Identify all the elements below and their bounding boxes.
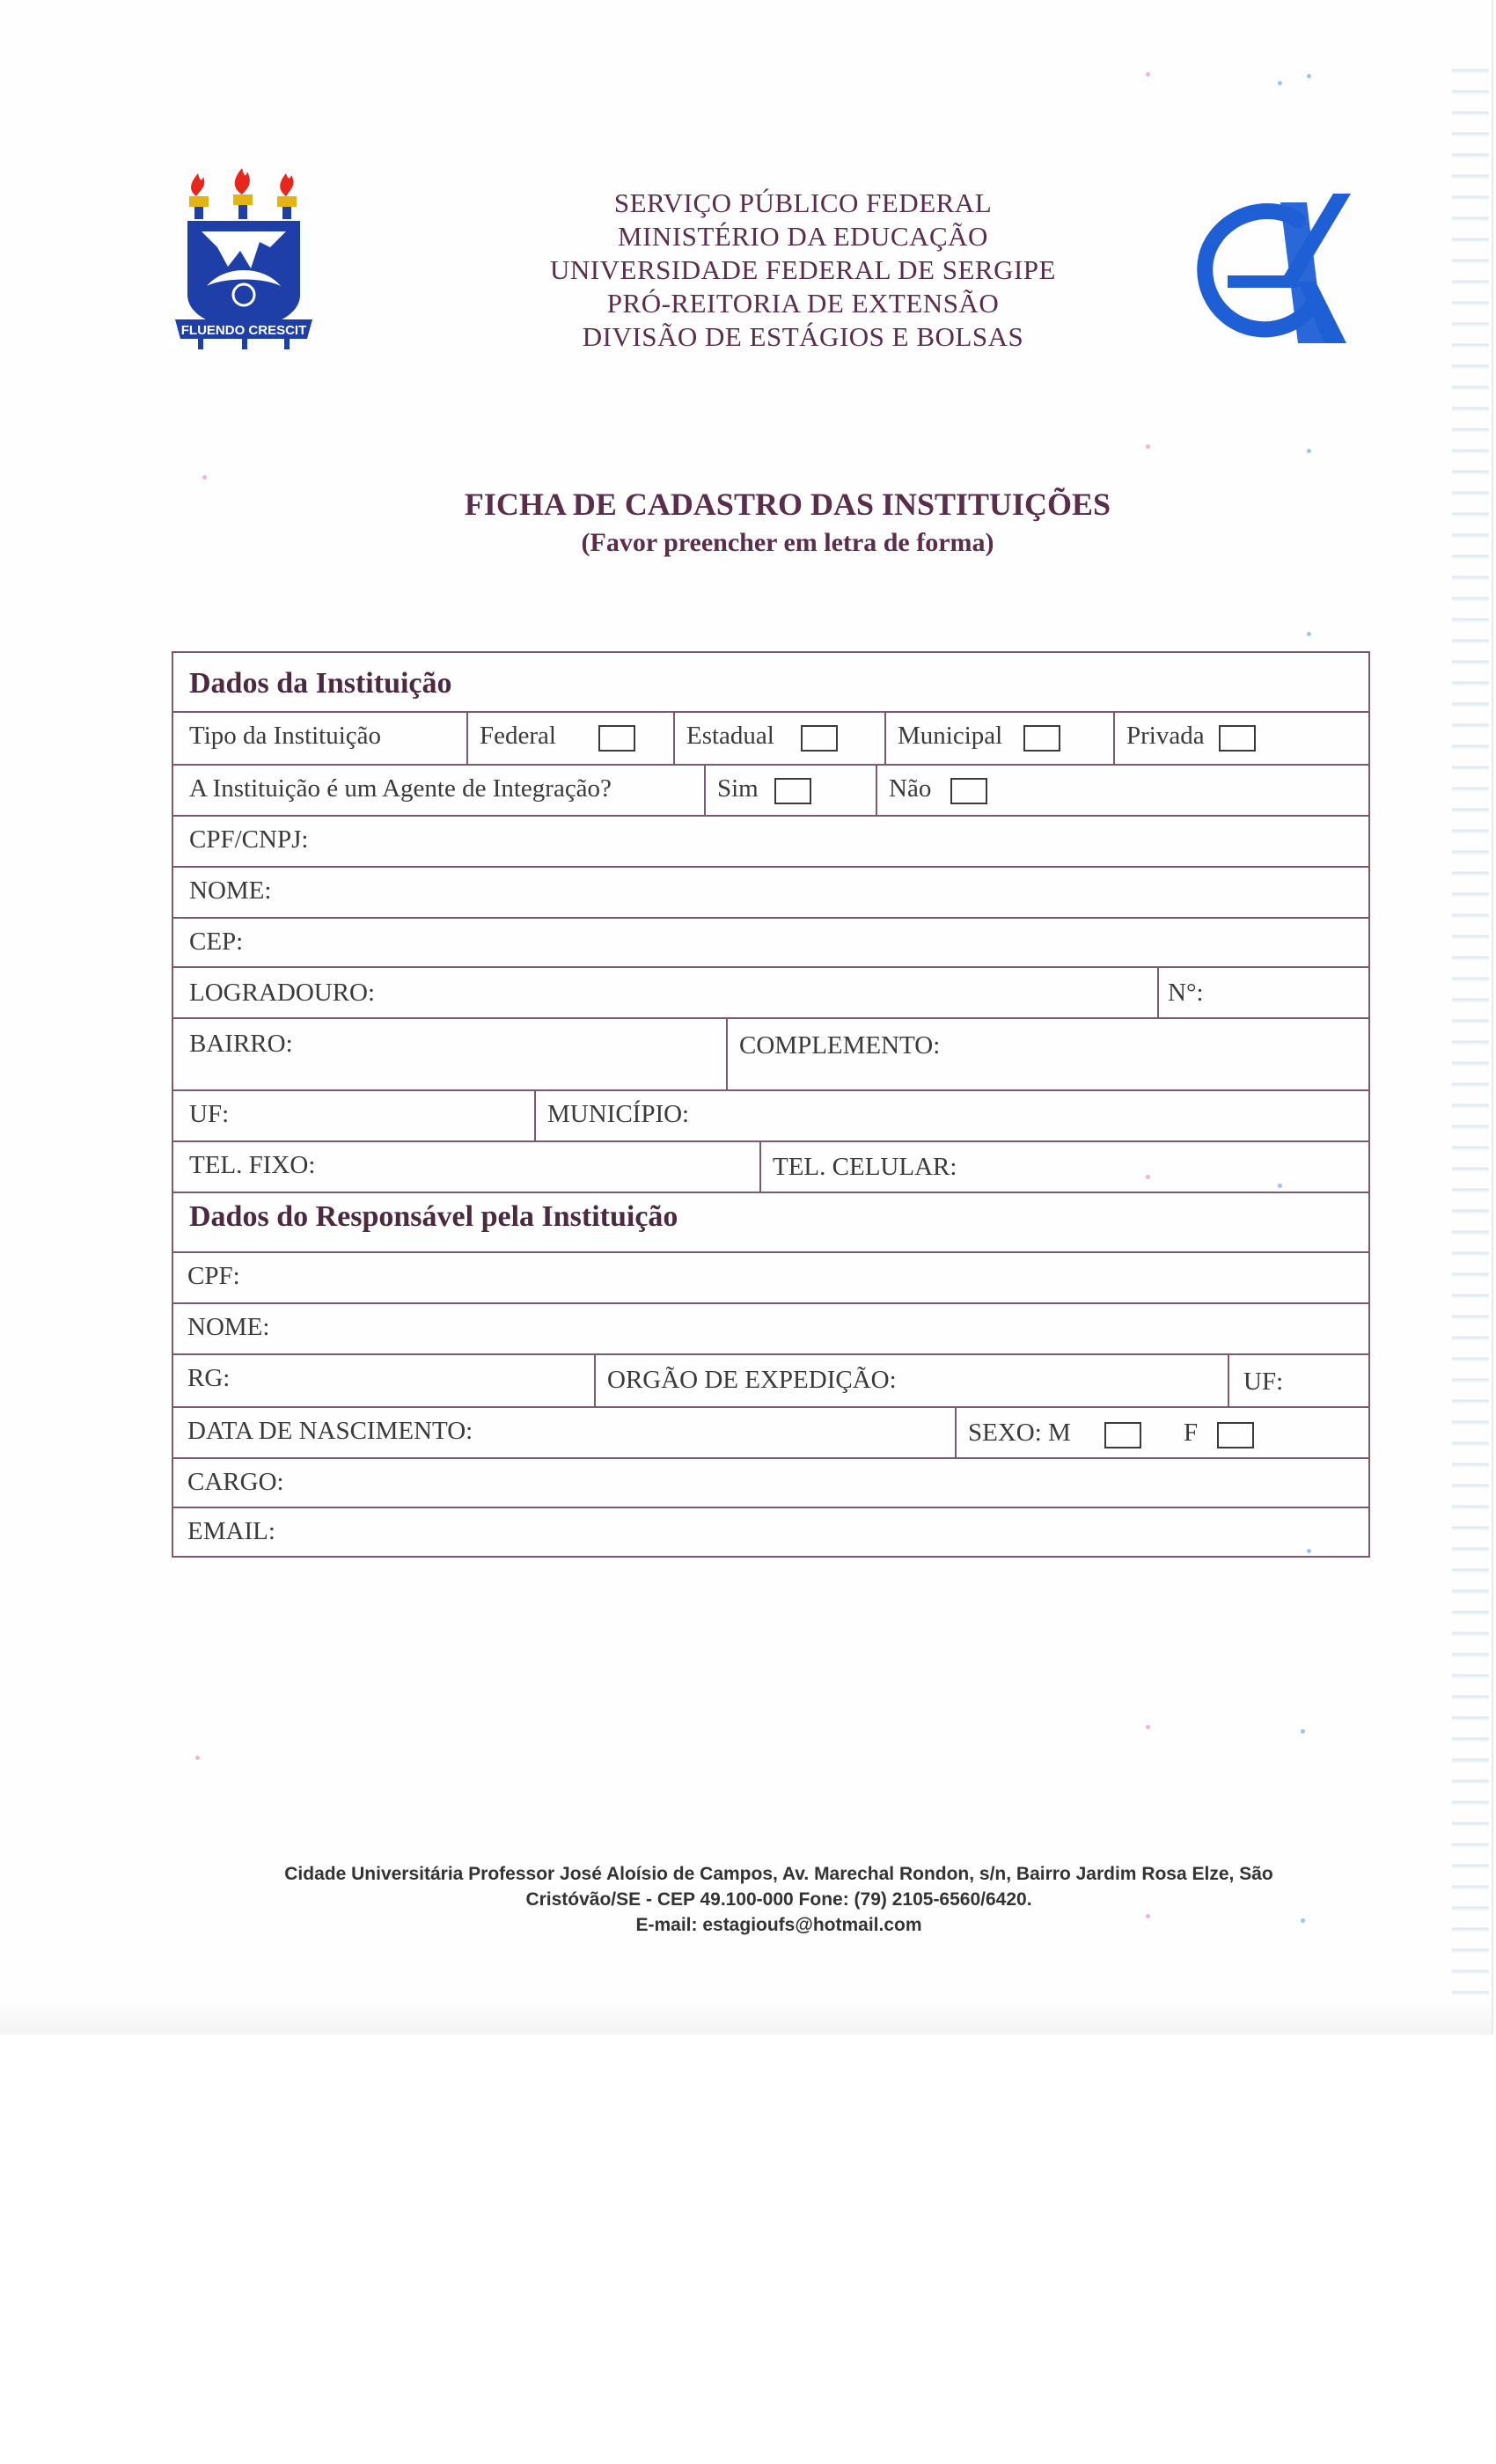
row-divider — [172, 866, 1370, 868]
footer-email: E-mail: estagioufs@hotmail.com — [635, 1915, 922, 1935]
crest-motto-text: FLUENDO CRESCIT — [180, 323, 307, 338]
cell-divider — [704, 764, 706, 815]
cell-divider — [1113, 711, 1115, 764]
agente-nao-checkbox[interactable] — [950, 778, 987, 804]
cpf-cnpj-field[interactable]: CPF/CNPJ: — [189, 825, 309, 854]
email-field[interactable]: EMAIL: — [187, 1517, 275, 1545]
table-border — [172, 1556, 1370, 1558]
scan-speck — [1146, 72, 1150, 77]
proex-logo-icon — [1192, 185, 1360, 352]
row-divider — [172, 1507, 1370, 1508]
scan-bottom-edge — [0, 1998, 1492, 2035]
row-divider — [172, 1251, 1370, 1253]
logradouro-field[interactable]: LOGRADOURO: — [189, 979, 376, 1007]
cell-divider — [1228, 1353, 1229, 1406]
cell-divider — [534, 1089, 536, 1140]
scan-speck — [1301, 1729, 1305, 1734]
institution-header — [458, 187, 1148, 354]
header-line: UNIVERSIDADE FEDERAL DE SERGIPE — [550, 254, 1056, 285]
complemento-field[interactable]: COMPLEMENTO: — [739, 1031, 941, 1060]
tipo-label: Tipo da Instituição — [189, 722, 382, 750]
cell-divider — [466, 711, 468, 764]
header-line: SERVIÇO PÚBLICO FEDERAL — [613, 187, 993, 218]
table-border — [1368, 651, 1370, 1558]
form-subtitle: (Favor preencher em letra de forma) — [581, 528, 994, 557]
registration-form — [172, 651, 1370, 1558]
cell-divider — [759, 1140, 761, 1192]
tipo-municipal-label: Municipal — [898, 722, 1003, 750]
scan-speck — [1307, 632, 1311, 636]
responsible-cpf-field[interactable]: CPF: — [187, 1262, 240, 1290]
cell-divider — [955, 1406, 957, 1457]
row-divider — [172, 966, 1370, 968]
tipo-municipal-checkbox[interactable] — [1023, 725, 1060, 752]
sexo-f-checkbox[interactable] — [1217, 1422, 1254, 1448]
cargo-field[interactable]: CARGO: — [187, 1468, 284, 1496]
scan-speck — [1146, 1725, 1150, 1729]
tel-celular-field[interactable]: TEL. CELULAR: — [773, 1153, 957, 1181]
footer-address: Cidade Universitária Professor José Aloísio de Campos, Av. Marechal Rondon, s/n, Bairro Jardim Rosa Elze, São — [284, 1864, 1273, 1884]
sexo-f-label: F — [1184, 1419, 1199, 1447]
form-title: FICHA DE CADASTRO DAS INSTITUIÇÕES — [464, 487, 1111, 522]
header-line: MINISTÉRIO DA EDUCAÇÃO — [618, 221, 988, 252]
scan-speck — [202, 475, 207, 480]
row-divider — [172, 1089, 1370, 1091]
section-heading-responsible: Dados do Responsável pela Instituição — [189, 1200, 678, 1233]
section-heading-institution: Dados da Instituição — [189, 667, 452, 700]
birth-date-field[interactable]: DATA DE NASCIMENTO: — [187, 1417, 473, 1445]
ufs-crest-icon — [172, 163, 317, 356]
cell-divider — [876, 764, 877, 815]
responsible-uf-field[interactable]: UF: — [1243, 1368, 1284, 1396]
scan-speck — [1307, 74, 1311, 78]
scan-speck — [1278, 81, 1282, 85]
tipo-federal-label: Federal — [480, 722, 556, 750]
row-divider — [172, 1457, 1370, 1459]
uf-field[interactable]: UF: — [189, 1100, 230, 1128]
cep-field[interactable]: CEP: — [189, 928, 244, 956]
institution-name-field[interactable]: NOME: — [189, 876, 272, 905]
row-divider — [172, 1192, 1370, 1193]
tipo-privada-label: Privada — [1126, 722, 1205, 750]
orgao-expedicao-field[interactable]: ORGÃO DE EXPEDIÇÃO: — [607, 1366, 897, 1394]
cell-divider — [594, 1353, 596, 1406]
page-footer — [238, 1861, 1320, 1938]
scan-speck — [195, 1756, 200, 1760]
row-divider — [172, 764, 1370, 766]
cell-divider — [673, 711, 675, 764]
sexo-m-checkbox[interactable] — [1104, 1422, 1141, 1448]
row-divider — [172, 917, 1370, 919]
numero-field[interactable]: N°: — [1168, 979, 1204, 1007]
row-divider — [172, 815, 1370, 817]
header-line: DIVISÃO DE ESTÁGIOS E BOLSAS — [582, 321, 1024, 352]
tipo-estadual-label: Estadual — [686, 722, 774, 750]
responsible-name-field[interactable]: NOME: — [187, 1313, 270, 1341]
agente-nao-label: Não — [889, 774, 932, 803]
row-divider — [172, 1302, 1370, 1304]
cell-divider — [1157, 966, 1159, 1017]
agente-label: A Instituição é um Agente de Integração? — [189, 774, 612, 803]
agente-sim-label: Sim — [717, 774, 759, 803]
tipo-privada-checkbox[interactable] — [1219, 725, 1256, 752]
footer-contact: Cristóvão/SE - CEP 49.100-000 Fone: (79) 2105-6560/6420. — [525, 1889, 1032, 1910]
rg-field[interactable]: RG: — [187, 1364, 231, 1392]
scan-edge-artifact — [1452, 53, 1489, 2015]
scan-speck — [1146, 444, 1150, 449]
cell-divider — [726, 1017, 728, 1089]
bairro-field[interactable]: BAIRRO: — [189, 1030, 293, 1058]
tipo-estadual-checkbox[interactable] — [801, 725, 838, 752]
header-line: PRÓ-REITORIA DE EXTENSÃO — [606, 288, 1000, 319]
row-divider — [172, 1140, 1370, 1142]
sexo-m-label: SEXO: M — [968, 1419, 1071, 1447]
table-border — [172, 651, 1370, 653]
table-border — [172, 651, 173, 1558]
tel-fixo-field[interactable]: TEL. FIXO: — [189, 1151, 316, 1179]
tipo-federal-checkbox[interactable] — [598, 725, 635, 752]
municipio-field[interactable]: MUNICÍPIO: — [547, 1100, 690, 1128]
row-divider — [172, 711, 1370, 713]
agente-sim-checkbox[interactable] — [774, 778, 811, 804]
row-divider — [172, 1406, 1370, 1408]
cell-divider — [884, 711, 886, 764]
scan-speck — [1307, 449, 1311, 453]
row-divider — [172, 1353, 1370, 1355]
row-divider — [172, 1017, 1370, 1019]
